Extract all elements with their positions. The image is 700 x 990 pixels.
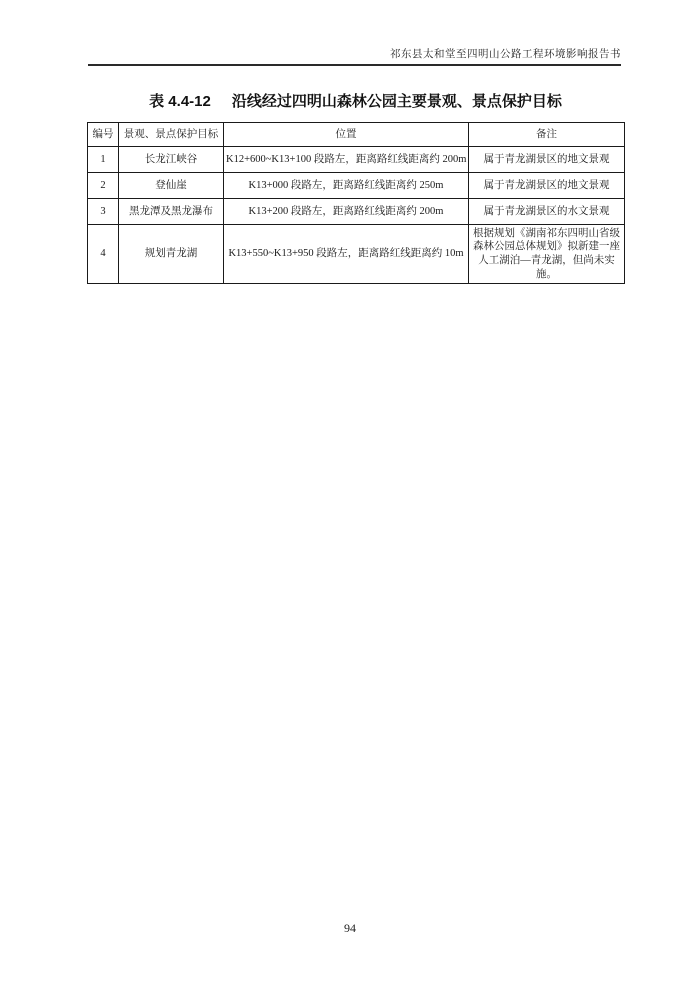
page-number: 94 [344,921,356,935]
cell-no: 1 [88,147,119,173]
table-row [88,173,625,199]
cell-no: 2 [88,173,119,199]
cell-target: 登仙崖 [119,173,224,199]
table-label: 表 4.4-12 [149,93,211,110]
cell-target: 黑龙潭及黑龙瀑布 [119,199,224,225]
col-header-no: 编号 [88,123,119,147]
cell-remark: 根据规划《湖南祁东四明山省级森林公园总体规划》拟新建一座人工湖泊—青龙湖，但尚未实施。 [469,225,625,284]
cell-remark: 属于青龙湖景区的水文景观 [469,199,625,225]
cell-location: K13+200 段路左，距离路红线距离约 200m [224,199,469,225]
table-title: 沿线经过四明山森林公园主要景观、景点保护目标 [231,93,562,110]
document-header: 祁东县太和堂至四明山公路工程环境影响报告书 [390,49,621,60]
header-rule [88,64,621,66]
cell-location: K13+550~K13+950 段路左，距离路红线距离约 10m [224,225,469,284]
cell-target: 规划青龙湖 [119,225,224,284]
cell-target: 长龙江峡谷 [119,147,224,173]
cell-remark: 属于青龙湖景区的地文景观 [469,147,625,173]
cell-remark: 属于青龙湖景区的地文景观 [469,173,625,199]
protection-targets-table [87,122,625,284]
cell-no: 4 [88,225,119,284]
table-row [88,199,625,225]
cell-location: K13+000 段路左，距离路红线距离约 250m [224,173,469,199]
table-caption [88,90,623,111]
col-header-target: 景观、景点保护目标 [119,123,224,147]
col-header-remark: 备注 [469,123,625,147]
table-header-row [88,123,625,147]
table-row [88,147,625,173]
col-header-location: 位置 [224,123,469,147]
cell-location: K12+600~K13+100 段路左，距离路红线距离约 200m [224,147,469,173]
table-row [88,225,625,284]
cell-no: 3 [88,199,119,225]
